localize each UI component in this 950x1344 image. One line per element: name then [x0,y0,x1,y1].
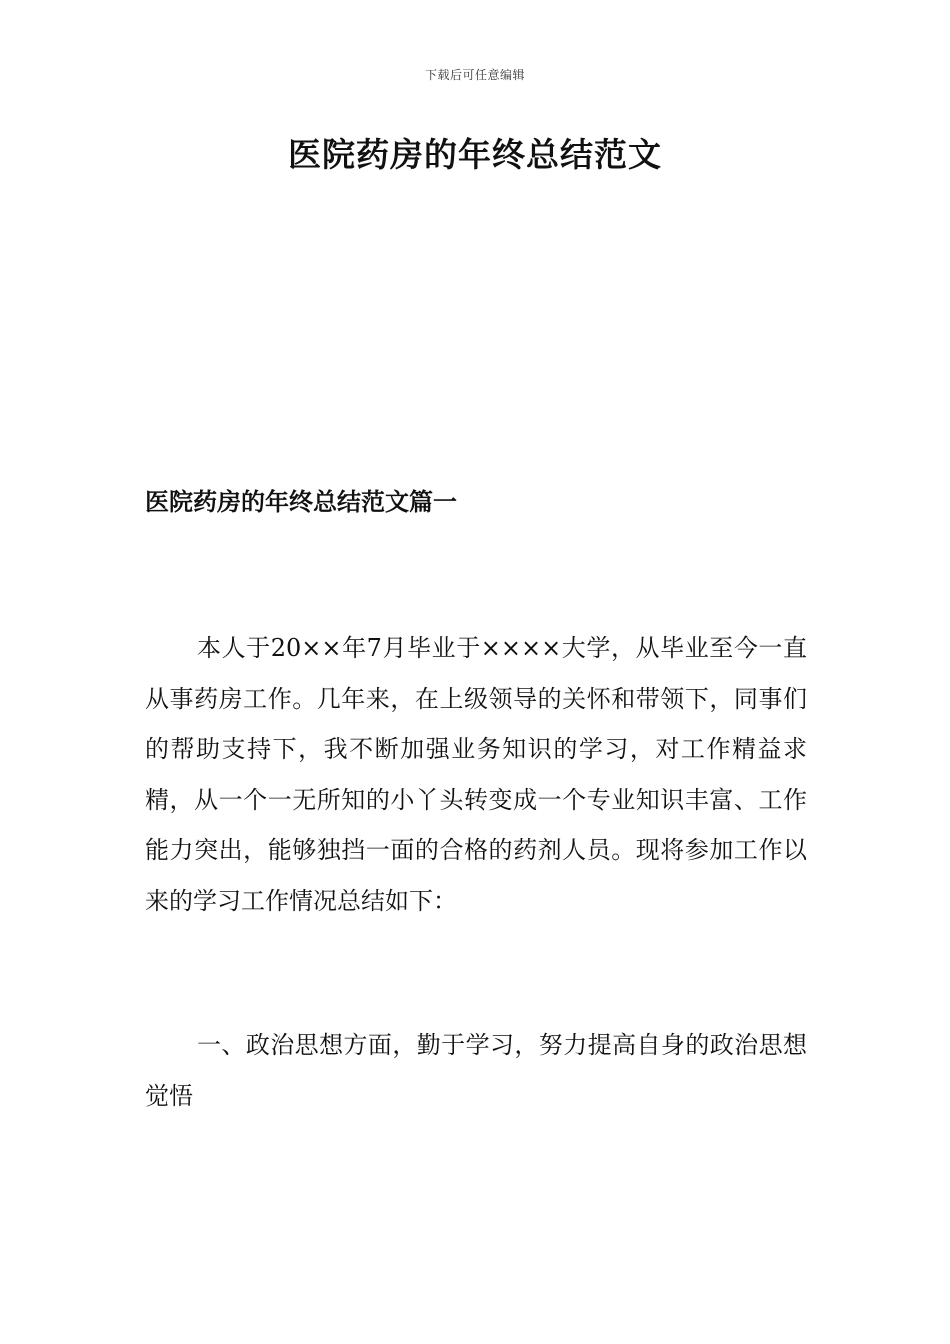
document-title: 医院药房的年终总结范文 [288,135,662,174]
section-heading: 医院药房的年终总结范文篇一 [145,487,457,516]
body-paragraph-intro: 本人于20××年7月毕业于××××大学，从毕业至今一直从事药房工作。几年来，在上级领导的关怀和带领下，同事们的帮助支持下，我不断加强业务知识的学习，对工作精益求精，从一个一无所知的小丫头转变成一个专业知识丰富、工作能力突出，能够独挡一面的合格的药剂人员。现将参加工作以来的学习工作情况总结如下： [145,634,807,915]
header-note: 下载后可任意编辑 [424,68,525,82]
body-paragraph-section-one: 一、政治思想方面，勤于学习，努力提高自身的政治思想觉悟 [145,1031,807,1110]
